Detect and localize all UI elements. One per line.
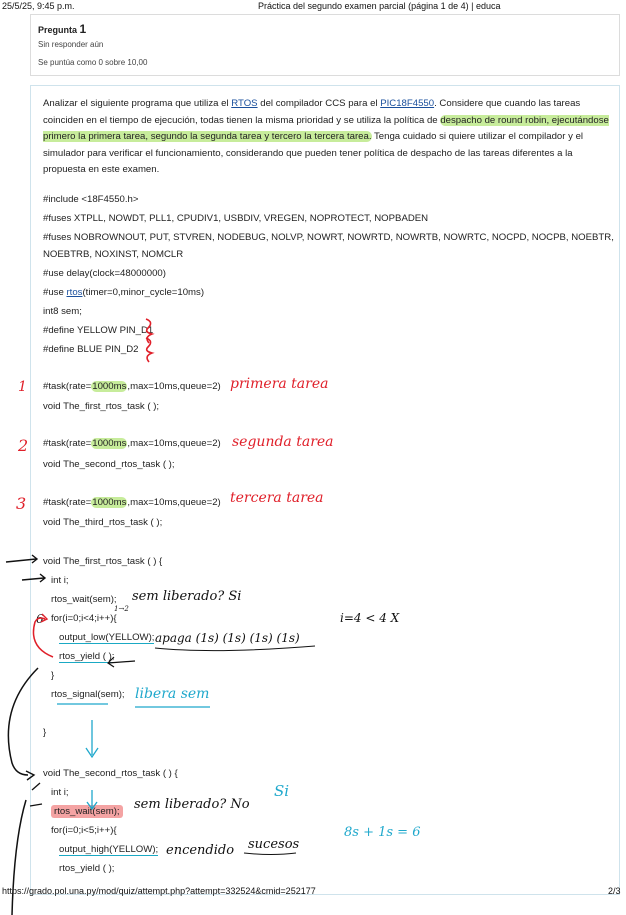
- code-f1-int: int i;: [51, 575, 69, 586]
- annot-cond: i=4 < 4 X: [340, 611, 400, 625]
- code-f2-yield: rtos_yield ( );: [59, 863, 115, 874]
- question-grade: Se puntúa como 0 sobre 10,00: [38, 58, 148, 67]
- code-f2-out: output_high(YELLOW);: [59, 844, 159, 855]
- question-info-box: [30, 14, 620, 76]
- annot-segunda: segunda tarea: [232, 434, 334, 450]
- code-f2-wait: rtos_wait(sem);: [51, 806, 123, 817]
- code-f1-yield: rtos_yield ( );: [59, 651, 115, 662]
- code-f1-signal: rtos_signal(sem);: [51, 689, 125, 700]
- annot-equation: 8s + 1s = 6: [344, 825, 421, 840]
- code-task-2: #task(rate=1000ms,max=10ms,queue=2): [43, 438, 221, 449]
- rtos-link-2[interactable]: rtos: [66, 287, 83, 298]
- annot-encendido: encendido: [166, 843, 235, 858]
- print-page-number: 2/3: [608, 886, 621, 896]
- code-f1-close-for: }: [51, 670, 55, 681]
- code-fuses-1: #fuses XTPLL, NOWDT, PLL1, CPUDIV1, USBDIV, VREGEN, NOPROTECT, NOPBADEN: [43, 213, 429, 224]
- code-proto-2: void The_second_rtos_task ( );: [43, 459, 175, 470]
- pic-link[interactable]: PIC18F4550: [380, 98, 435, 109]
- code-proto-1: void The_first_rtos_task ( );: [43, 401, 160, 412]
- annot-sem-liberado-si: sem liberado? Si: [132, 589, 242, 604]
- question-number: Pregunta 1: [38, 22, 87, 36]
- annot-num-1: 1: [18, 379, 27, 395]
- print-title: Práctica del segundo examen parcial (página 1 de 4) | educa: [258, 1, 501, 11]
- question-text: Analizar el siguiente programa que utiliza el RTOS del compilador CCS para el PIC18F4550. Considere que cuando las tareas coinciden en el tiempo de ejecución, todas tienen la misma prioridad y se utiliza la política de despacho de round robin, ejecutándose primero la primera tarea, segundo la segunda tarea y tercero la tercera tarea. Tenga cuidado si quiere utilizar el compilador y el simulador para verificar el funcionamiento, considerando que pueden tener política de despacho de las tareas diferentes a la propuesta en este examen.: [43, 98, 609, 175]
- rtos-link[interactable]: RTOS: [231, 98, 258, 109]
- code-fuses-2b: NOEBTRB, NOXINST, NOMCLR: [43, 249, 184, 260]
- highlight-round-robin: despacho de round robin, ejecutándose primero la primera tarea, segundo la segunda tarea y tercero la tercera tarea.: [43, 114, 609, 142]
- code-define-blue: #define BLUE PIN_D2: [43, 344, 139, 355]
- annot-up-1-2: 1→2: [114, 605, 129, 613]
- code-f1-close: }: [43, 727, 47, 738]
- print-url: https://grado.pol.una.py/mod/quiz/attempt.php?attempt=332524&cmid=252177: [2, 886, 316, 896]
- code-include: #include <18F4550.h>: [43, 194, 139, 205]
- annot-apaga: apaga (1s) (1s) (1s) (1s): [155, 631, 300, 645]
- annot-sucesos: sucesos: [248, 837, 300, 852]
- code-task-1: #task(rate=1000ms,max=10ms,queue=2): [43, 381, 221, 392]
- code-proto-3: void The_third_rtos_task ( );: [43, 517, 163, 528]
- annot-primera: primera tarea: [230, 376, 329, 392]
- print-header: [0, 0, 626, 14]
- annot-num-3: 3: [16, 494, 27, 513]
- question-content: [30, 85, 620, 895]
- code-f2-int: int i;: [51, 787, 69, 798]
- code-f1-out: output_low(YELLOW);: [59, 632, 155, 643]
- code-f2-for: for(i=0;i<5;i++){: [51, 825, 117, 836]
- code-fuses-2a: #fuses NOBROWNOUT, PUT, STVREN, NODEBUG, NOLVP, NOWRT, NOWRTD, NOWRTB, NOWRTC, NOCPD, NOCPB, NOEBTR,: [43, 232, 614, 243]
- annot-sem-liberado-no: sem liberado? No: [134, 797, 250, 812]
- annot-loop-6: 6: [36, 612, 44, 626]
- code-define-yellow: #define YELLOW PIN_D1: [43, 325, 154, 336]
- print-date: 25/5/25, 9:45 p.m.: [2, 1, 75, 11]
- code-task-3: #task(rate=1000ms,max=10ms,queue=2): [43, 497, 221, 508]
- code-f2-head: void The_second_rtos_task ( ) {: [43, 768, 178, 779]
- annot-tercera: tercera tarea: [230, 490, 324, 506]
- question-status: Sin responder aún: [38, 40, 104, 49]
- code-f1-for: for(i=0;i<4;i++){: [51, 613, 117, 624]
- annot-num-2: 2: [18, 436, 29, 455]
- code-delay: #use delay(clock=48000000): [43, 268, 166, 279]
- annot-si-cyan: Si: [274, 782, 290, 800]
- code-sem: int8 sem;: [43, 306, 82, 317]
- code-f1-wait: rtos_wait(sem);: [51, 594, 117, 605]
- code-f1-head: void The_first_rtos_task ( ) {: [43, 556, 163, 567]
- annot-libera-sem: libera sem: [135, 686, 210, 702]
- code-use-rtos: #use rtos(timer=0,minor_cycle=10ms): [43, 287, 205, 298]
